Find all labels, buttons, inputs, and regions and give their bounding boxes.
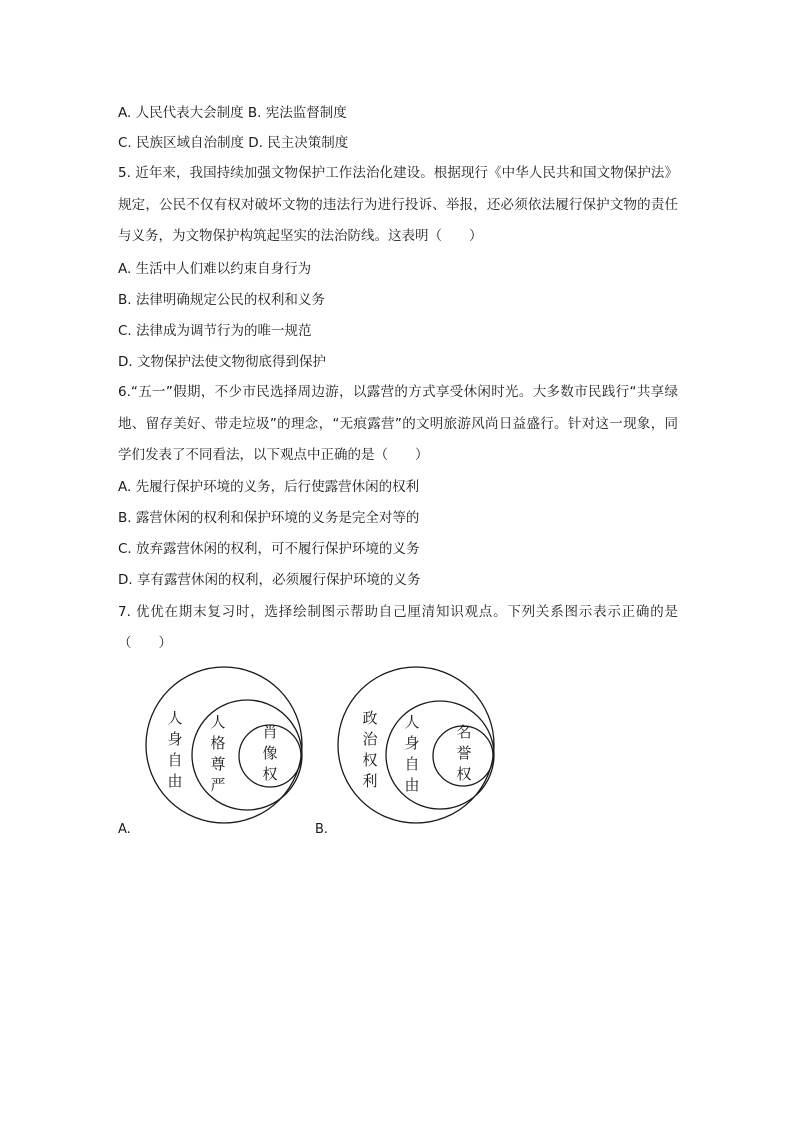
diagram-b-outer-label: 政治权利 <box>362 709 378 790</box>
diagram-a-outer-label: 人身自由 <box>167 709 183 790</box>
diagram-a-inner-label: 肖像权 <box>262 723 278 783</box>
q4-options-line-2: C. 民族区域自治制度 D. 民主决策制度 <box>118 135 349 151</box>
q4-options-line-1: A. 人民代表大会制度 B. 宪法监督制度 <box>118 105 347 121</box>
q5-option-a: A. 生活中人们难以约束自身行为 <box>118 261 312 277</box>
q5-option-d: D. 文物保护法使文物彻底得到保护 <box>118 354 326 370</box>
q6-option-d: D. 享有露营休闲的权利，必须履行保护环境的义务 <box>118 572 421 588</box>
q5-stem: 5. 近年来，我国持续加强文物保护工作法治化建设。根据现行《中华人民共和国文物保护法》规定，公民不仅有权对破坏文物的违法行为进行投诉、举报，还必须依法履行保护文物的责任与义务，为文物保护构筑起坚实的法治防线。这表明（ ） <box>118 165 678 244</box>
q6-stem: 6.“五一”假期，不少市民选择周边游，以露营的方式享受休闲时光。大多数市民践行“共享绿地、留存美好、带走垃圾”的理念，“无痕露营”的文明旅游风尚日益盛行。针对这一现象，同学们发表了不同看法，以下观点中正确的是（ ） <box>118 384 678 463</box>
q6-option-a: A. 先履行保护环境的义务，后行使露营休闲的权利 <box>118 479 420 495</box>
diagram-b-middle-label: 人身自由 <box>404 713 420 794</box>
diagram-a-middle-label: 人格尊严 <box>210 713 226 794</box>
diagram-b-letter: B. <box>315 822 329 837</box>
q5-option-c: C. 法律成为调节行为的唯一规范 <box>118 323 312 339</box>
diagram-a-letter: A. <box>118 822 131 837</box>
diagram-a <box>140 660 310 830</box>
diagram-b <box>335 660 505 830</box>
q7-stem: 7. 优优在期末复习时，选择绘制图示帮助自己厘清知识观点。下列关系图示表示正确的是（ ） <box>118 604 678 651</box>
q6-option-c: C. 放弃露营休闲的权利，可不履行保护环境的义务 <box>118 541 420 557</box>
q5-option-b: B. 法律明确规定公民的权利和义务 <box>118 292 325 308</box>
diagram-b-inner-label: 名誉权 <box>456 723 472 783</box>
q6-option-b: B. 露营休闲的权利和保护环境的义务是完全对等的 <box>118 510 420 526</box>
